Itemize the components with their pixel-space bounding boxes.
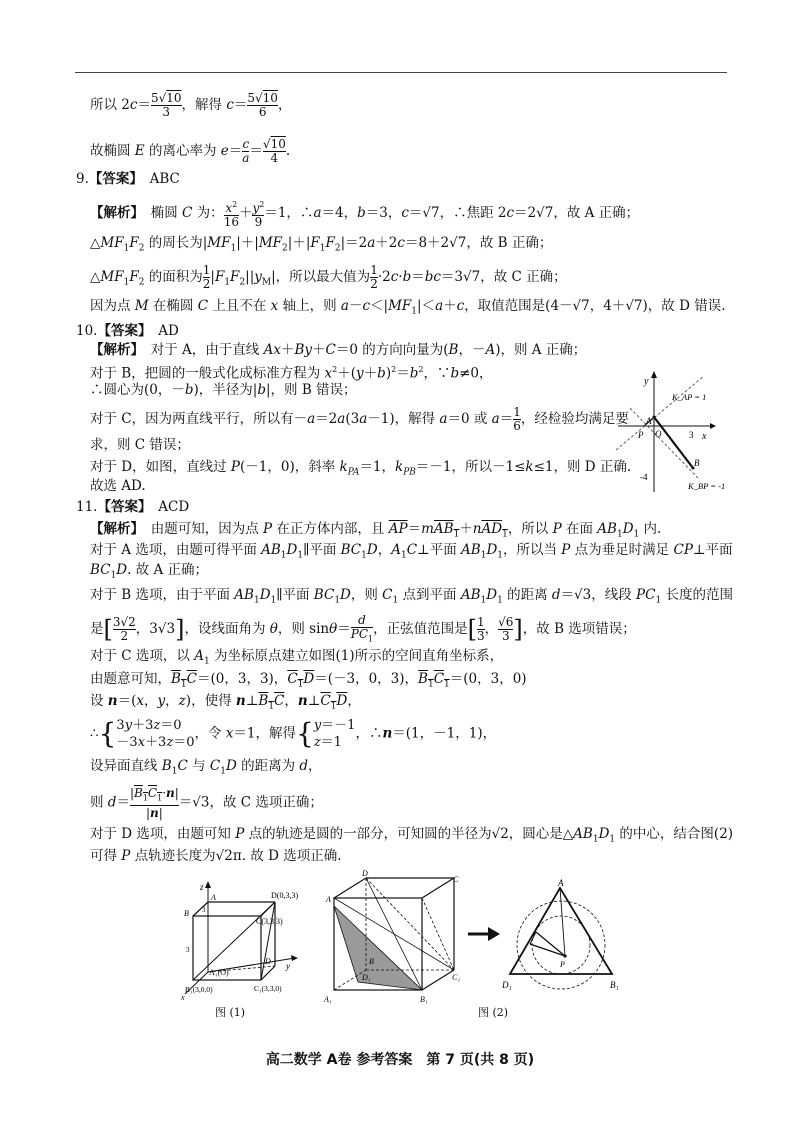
d-label: D	[362, 869, 368, 878]
text-line: 对于 B，把圆的一般式化成标准方程为 $x^2+(y+b)^2=b^2$，∵b≠0，	[90, 365, 493, 382]
text-line: 对于 B 选项，由于平面 $AB_1D_1\parallel$平面 $BC_1D$，则 $C_1$ 点到平面 $AB_1D_1$ 的距离 d＝√3，线段 $PC_1$ 长度的范围	[90, 587, 733, 606]
point-b-label: B	[694, 458, 700, 468]
d1-label: D₁	[362, 973, 371, 982]
z-label: z	[200, 882, 204, 892]
text-line: 【解析】 对于 A，由于直线 Ax＋By＋C＝0 的方向向量为(B，－A)，则 A 正确；	[90, 342, 587, 358]
text-line: ∴{3y＋3z＝0 －3x＋3z＝0，令 x＝1，解得{y＝－1 z＝1，∴n＝(1，－1，1)，	[90, 717, 497, 750]
c-label: C(3,3,3)	[256, 917, 283, 926]
text-line: 可得 P 点轨迹长度为√2π. 故 D 选项正确.	[90, 848, 342, 864]
b1-label: B₁	[420, 995, 428, 1004]
kbp-label: K_BP = -1	[688, 481, 726, 491]
text-line: 【解析】 由题可知，因为点 P 在正方体内部，且 $\overline{AP}=mAB_1+nAD_1$，所以 P 在面 $AB_1D_1$ 内.	[90, 521, 662, 540]
a-label: A	[558, 878, 564, 888]
text-line: 对于 C 选项，以 $A_1$ 为坐标原点建立如图(1)所示的空间直角坐标系，	[90, 648, 504, 667]
text-line: 对于 D，如图，直线过 P(－1，0)，斜率 $k_{PA}=1$，$k_{PB}=-1$，所以－1≤k≤1，则 D 正确.	[90, 459, 632, 478]
q10-answer: 10.【答案】 AD	[76, 323, 179, 339]
text-line: ∴圆心为(0，－b)，半径为|b|，则 B 错误；	[90, 382, 357, 398]
text-line: 故椭圆 E 的离心率为 e＝ $\frac{c}{a}$ ＝ $\frac{√10}{4}$ .	[90, 137, 291, 165]
text-line: 【解析】 椭圆 C 为： $\frac{x^2}{16}$ ＋ $\frac{y^2}{9}$ ＝1，∴a＝4，b＝3，c＝√7，∴焦距 2c＝2√7，故 A 正确；	[90, 200, 640, 229]
page-footer: 高二数学 A卷 参考答案 第 7 页(共 8 页)	[265, 1052, 535, 1068]
edge-3-label-2: 3	[186, 946, 190, 954]
x-label: x	[181, 993, 185, 1002]
b-label: B	[369, 957, 374, 966]
a1-label: A₁(O)	[209, 968, 229, 977]
c1-label: C₁(3,3,0)	[254, 984, 282, 993]
figure-1-cube	[175, 878, 310, 1003]
a-label: A	[211, 893, 216, 902]
header-rule	[75, 72, 727, 73]
b-label: B	[184, 909, 189, 918]
tick-neg4-label: -4	[640, 472, 648, 482]
d1-label: D₁	[502, 980, 512, 990]
text-line: 因为点 M 在椭圆 C 上且不在 x 轴上，则 $a-c<|MF_1|<a+c$，取值范围是(4－√7，4＋√7)，故 D 错误.	[90, 298, 726, 317]
text-line: 则 d＝ $\frac{|B_1C_1\cdot n|}{|n|}$ ＝√3，故 C 选项正确；	[90, 786, 323, 821]
p-label: P	[560, 960, 565, 969]
c-label: C	[453, 875, 459, 884]
kap-label: K_AP = 1	[672, 392, 707, 402]
text-line: 由题意可知，$B_1C=(0$，3，3)，$C_1D=(-3$，0，3)，$B_1C_1=(0$，3，0)	[90, 671, 527, 690]
y-label: y	[286, 961, 290, 971]
point-p-label: P	[638, 430, 644, 440]
a1-label: A₁	[324, 995, 332, 1004]
q9-answer: 9.【答案】 ABC	[76, 171, 180, 187]
arrow-icon	[466, 925, 502, 943]
tick-3-label: 3	[689, 430, 694, 440]
y-axis-label: y	[644, 376, 649, 387]
x-axis-label: x	[702, 431, 707, 442]
text-line: 是[ $\frac{3√2}{2}$ ，3√3]，设线面角为 θ，则 sinθ＝ $\frac{d}{PC_1}$ ，正弦值范围是[ $\frac{1}{3}$ ， $\frac{√6}{3}$ ]，故 B 选项错误；	[90, 613, 636, 644]
point-a-label: A	[646, 416, 652, 426]
text-line: $BC_1D$. 故 A 正确；	[90, 562, 208, 581]
c1-label: C₁	[452, 973, 461, 982]
q11-answer: 11.【答案】 ACD	[76, 499, 190, 515]
text-line: 对于 D 选项，由题可知 P 点的轨迹是圆的一部分，可知圆的半径为√2，圆心是$\triangle AB_1D_1$ 的中心，结合图(2)	[90, 826, 734, 845]
text-line: 对于 A 选项，由题可得平面 $AB_1D_1\parallel$平面 $BC_1D$，$A_1C\perp$平面 $AB_1D_1$，所以当 P 点为垂足时满足 CP⊥平面	[90, 542, 733, 561]
figure-2-caption: 图 (2)	[478, 1006, 509, 1019]
b1-label: B₁	[610, 980, 619, 990]
text-line: $\triangle MF_1F_2$ 的周长为$|MF_1|+|MF_2|+|F_1F_2|=2a+2c=8+2√7$，故 B 正确；	[90, 235, 553, 254]
figure-1-caption: 图 (1)	[215, 1006, 246, 1019]
origin-label: O	[655, 429, 662, 439]
a-label: A	[326, 895, 331, 904]
text-line: 故选 AD.	[90, 478, 146, 494]
d-label: D(0,3,3)	[271, 891, 299, 900]
figure-2-cube	[322, 870, 467, 1010]
text-line: 设 n＝(x，y，z)，使得 $n\perp B_1C$，$n\perp C_1D$，	[90, 693, 361, 712]
text-line: 对于 C，因为两直线平行，所以有－a＝2a(3a－1)，解得 a＝0 或 a＝ $\frac{1}{6}$ ，经检验均满足要	[90, 405, 629, 433]
text-line: $\triangle MF_1F_2$ 的面积为 $\frac{1}{2}$ $|F_1F_2||y_M|$，所以最大值为 $\frac{1}{2}$ ·2c·b＝bc＝3√7，故 C 正确；	[90, 263, 567, 291]
text-line: 所以 2c＝ $\frac{5√10}{3}$ ，解得 c＝ $\frac{5√10}{6}$ ，	[90, 91, 292, 119]
coordinate-figure	[608, 368, 726, 496]
edge-3-label: 3	[202, 906, 206, 914]
d1-label: D	[265, 957, 271, 966]
figure-2-triangle	[500, 876, 630, 994]
text-line: 求，则 C 错误；	[90, 437, 190, 453]
text-line: 设异面直线 $B_1C$ 与 $C_1D$ 的距离为 d，	[90, 758, 322, 777]
b1-label: B₁(3,0,0)	[185, 985, 213, 994]
